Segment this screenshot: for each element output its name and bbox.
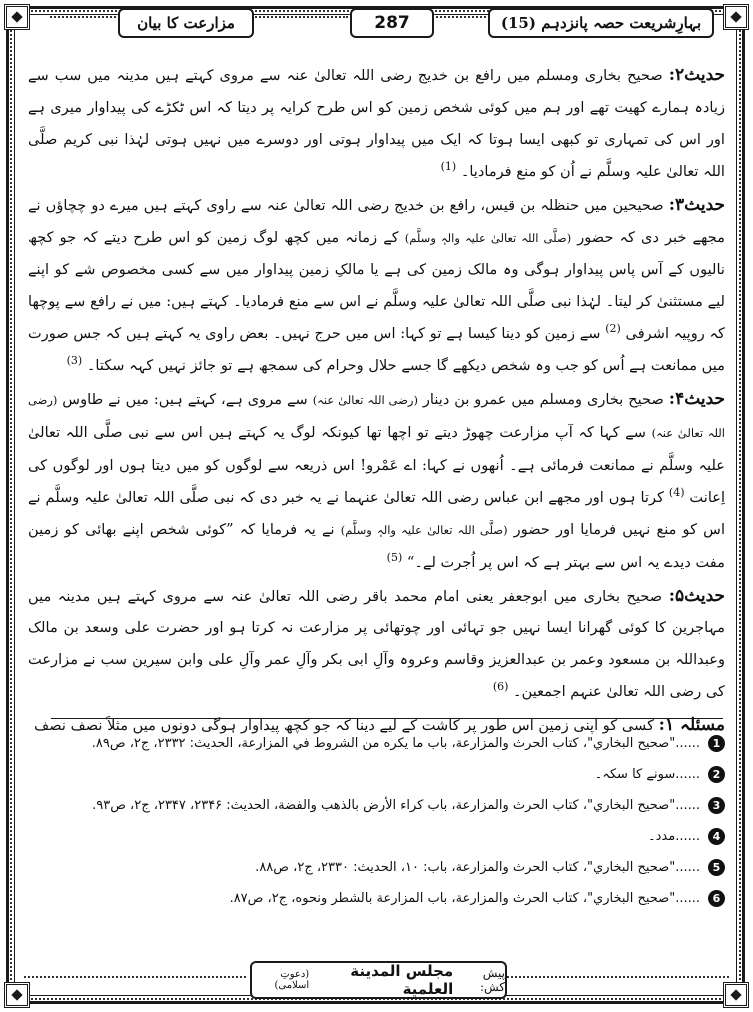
hadith-label: حدیث۵:: [668, 585, 725, 606]
footnote-number-badge: 4: [708, 828, 725, 845]
footer-subtitle: (دعوتِ اسلامی): [274, 969, 310, 991]
footer-organization: مجلس المدینة العلمیة: [350, 962, 454, 998]
footnote-number-badge: 2: [708, 766, 725, 783]
footnote-ref: (5): [386, 550, 403, 564]
page-number: 287: [350, 8, 434, 38]
hadith-text: سے کہا کہ آپ مزارعت چھوڑ دیتے تو اچھا تھا کیونکہ لوگ یہ کہتے ہیں اس سے نبی صلَّی اللہ تعالیٰ علیہ وسلَّم نے ممانعت فرمائی ہے۔ اُنھوں نے کہا: اے عَمْرو! اس ذریعہ سے لوگوں کو میں دیتا ہوں اور لوگوں کی اِعانت: [28, 423, 726, 506]
hadith-text: کرتا ہوں اور مجھے ابن عباس رضی اللہ تعالیٰ عنہما نے یہ خبر دی کہ نبی صلَّی اللہ تعالیٰ علیہ وسلَّم نے اس کو منع نہیں فرمایا اور حضور: [28, 488, 725, 538]
hadith-text: صحیحین میں حنظلہ بن قیس، رافع بن خدیج رضی اللہ تعالیٰ عنہ سے راوی کہتے ہیں میرے دو چچاؤں نے مجھے خبر دی کہ حضور: [28, 196, 726, 246]
corner-ornament-icon: [4, 982, 30, 1008]
hadith-text: کے زمانہ میں کچھ لوگ زمین کو اس طرح دیتے کہ جو کچھ نالیوں کے آس پاس پیداوار ہوگی وہ مالک زمین کی ہے یا مالکِ زمین پیداوار میں سے کسی مخصوص شے کو اپنے لیے مستثنیٰ کر لیتا۔ لہٰذا نبی صلَّی اللہ تعالیٰ علیہ وسلَّم نے اس سے منع فرمادیا۔ کہتے ہیں: میں نے رافع سے پوچھا کہ روپیہ اشرفی: [28, 228, 726, 343]
footnote-ref: (2): [605, 322, 621, 336]
footnote-text: ......سونے کا سکہ۔: [594, 767, 700, 782]
footnote-number-badge: 3: [708, 797, 725, 814]
honorific: (رضی اللہ تعالیٰ عنہ): [312, 393, 418, 408]
book-title: بہارِشریعت حصہ پانزدہم (15): [488, 8, 714, 38]
hadith-2: [28, 60, 725, 188]
masala-label: مسئلہ ۱:: [658, 715, 725, 736]
footnote-text: ......"صحیح البخاري"، کتاب الحرث والمزارعة، باب ما یکره من الشروط في المزارعة، الحدیث: ۲۳۳۲، ج۲، ص۸۹.: [91, 736, 700, 751]
corner-ornament-icon: [723, 982, 749, 1008]
footer-ornament: [24, 976, 246, 984]
footnote-text: ......"صحیح البخاري"، کتاب الحرث والمزارعة، باب المزارعة بالشطر ونحوه، ج۲، ص۸۷.: [229, 891, 700, 906]
footnote-text: ......مدد۔: [648, 829, 700, 844]
hadith-label: حدیث۴:: [668, 389, 726, 410]
header-ornament: [50, 16, 116, 28]
footer-presenter: پیش کش:: [479, 966, 505, 994]
hadith-3: [28, 190, 725, 382]
hadith-label: حدیث۳:: [668, 194, 725, 215]
main-text: [28, 60, 725, 744]
header-ornament: [432, 16, 486, 28]
footnote-ref: (1): [440, 159, 457, 173]
footnote-item: [28, 852, 725, 883]
footnote-ref: (3): [66, 354, 83, 368]
page-footer: [250, 961, 507, 999]
hadith-text: نے یہ فرمایا کہ ”کوئی شخص اپنے بھائی کو زمین مفت دیدے یہ اس سے بہتر ہے کہ اس پر اُجرت لے۔“: [28, 520, 725, 571]
footnote-item: [28, 790, 725, 821]
hadith-text: سے مروی ہے، کہتے ہیں: میں نے طاوس: [62, 391, 308, 409]
footnote-ref: (6): [492, 680, 509, 694]
footnote-number-badge: 1: [708, 735, 725, 752]
footnote-text: ......"صحیح البخاري"، کتاب الحرث والمزارعة، باب کراء الأرض بالذهب والفضة، الحدیث: ۲۳۴۶، ۲۳۴۷، ج۲، ص۹۳.: [92, 798, 700, 813]
footnotes: [28, 728, 725, 914]
footnote-number-badge: 6: [708, 890, 725, 907]
hadith-text: صحیح بخاری ومسلم میں عمرو بن دینار: [422, 391, 664, 409]
footnote-text: ......"صحیح البخاري"، کتاب الحرث والمزارعة، باب: ۱۰، الحدیث: ۲۳۳۰، ج۲، ص۸۸.: [255, 860, 700, 875]
honorific: (صلَّی اللہ تعالیٰ علیہ والہٖ وسلَّم): [340, 522, 508, 537]
footer-ornament: [507, 976, 729, 984]
hadith-4: [28, 384, 725, 578]
page-header: [20, 8, 733, 36]
chapter-title: مزارعت کا بیان: [118, 8, 254, 38]
header-ornament: [252, 16, 348, 28]
footnote-item: [28, 821, 725, 852]
honorific: (رضی اللہ تعالیٰ عنہ): [28, 393, 726, 440]
footnote-number-badge: 5: [708, 859, 725, 876]
hadith-text: صحیح بخاری میں ابوجعفر یعنی امام محمد باقر رضی اللہ تعالیٰ عنہ سے مروی کہتے ہیں مدینہ میں مہاجرین کا کوئی گھرانا ایسا نہیں جو تہائی اور چوتھائی پر مزارعت نہ کرتا ہو اور حضرت علی وسعد بن مالک وعبداللہ بن مسعود وعمر بن عبدالعزیز وقاسم وعروہ وآلِ ابی بکر وآلِ عمر وآلِ علی وابن سیرین سب نے مزارعت کی رضی اللہ تعالیٰ عنہم اجمعین۔: [28, 587, 725, 701]
hadith-label: حدیث۲:: [668, 65, 725, 85]
hadith-text: صحیح بخاری ومسلم میں رافع بن خدیج رضی اللہ تعالیٰ عنہ سے مروی کہتے ہیں مدینہ میں سب سے زیادہ ہمارے کھیت تھے اور ہم میں کوئی شخص زمین کو اس طرح کرایہ پر دیتا کہ اس ٹکڑے کی پیداوار میری ہے اور اس کی تمہاری تو کبھی ایسا ہوتا کہ ایک میں پیداوار ہوتی اور دوسرے میں نہیں ہوتی لہٰذا نبی کریم صلَّی اللہ تعالیٰ علیہ وسلَّم نے اُن کو منع فرمادیا۔: [28, 67, 725, 180]
masala-text: کسی کو اپنی زمین اس طور پر کاشت کے لیے دینا کہ جو کچھ پیداوار ہوگی دونوں میں مثلاً نصف نصف: [34, 717, 655, 735]
footnote-item: [28, 883, 725, 914]
hadith-text: سے زمین کو دینا کیسا ہے تو کہا: اس میں حرج نہیں۔ بعض راوی یہ کہتے ہیں کہ جس صورت میں ممانعت ہے اُس کو جب وہ شخص دیکھے گا جسے حلال وحرام کی سمجھ ہے تو جائز نہیں کہہ سکتا۔: [28, 325, 725, 375]
footnote-divider: [51, 718, 723, 719]
hadith-5: [28, 581, 725, 709]
footnote-item: [28, 728, 725, 759]
footnote-item: [28, 759, 725, 790]
honorific: (صلَّی اللہ تعالیٰ علیہ والہٖ وسلَّم): [404, 230, 572, 245]
footnote-ref: (4): [668, 485, 685, 499]
